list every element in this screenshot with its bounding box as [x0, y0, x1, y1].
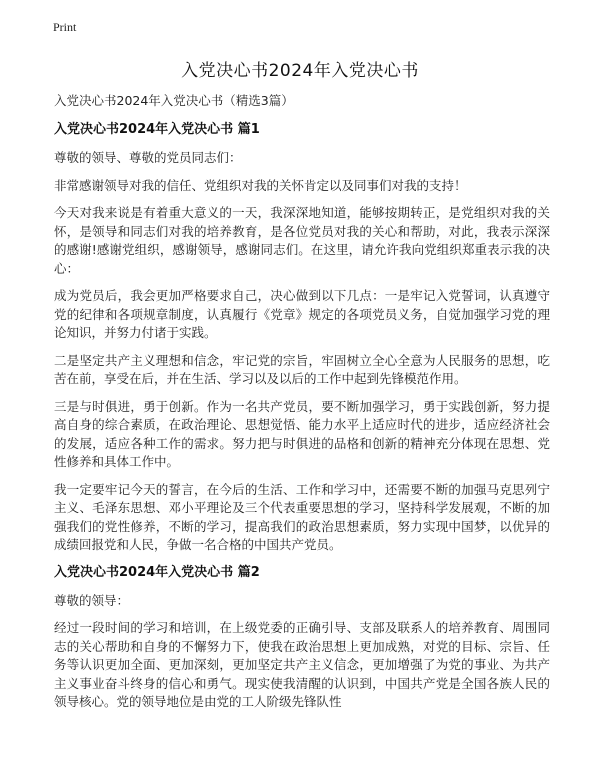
paragraph: 经过一段时间的学习和培训，在上级党委的正确引导、支部及联系人的培养教育、周围同志的关心帮助和自身的不懈努力下，使我在政治思想上更加成熟，对党的目标、宗旨、任务等认识更加全面、更加深刻，更加坚定共产主义信念，更加增强了为党的事业、为共产主义事业奋斗终身的信心和勇气。现实使我清醒的认识到，中国共产党是全国各族人民的领导核心。党的领导地位是由党的工人阶级先锋队性 — [54, 620, 550, 709]
section-heading: 入党决心书2024年入党决心书 篇2 — [54, 564, 260, 580]
paragraph: 非常感谢领导对我的信任、党组织对我的关怀肯定以及同事们对我的支持！ — [54, 177, 467, 193]
document-subtitle: 入党决心书2024年入党决心书（精选3篇） — [54, 93, 294, 108]
paragraph: 二是坚定共产主义理想和信念，牢记党的宗旨，牢固树立全心全意为人民服务的思想，吃苦在前，享受在后，并在生活、学习以及以后的工作中起到先锋模范作用。 — [54, 352, 550, 386]
print-label[interactable]: Print — [53, 20, 77, 34]
paragraph: 今天对我来说是有着重大意义的一天，我深深地知道，能够按期转正，是党组织对我的关怀，是领导和同志们对我的培养教育，是各位党员对我的关心和帮助，对此，我表示深深的感谢!感谢党组织，感谢领导，感谢同志们。在这里，请允许我向党组织郑重表示我的决心： — [54, 205, 550, 276]
paragraph: 我一定要牢记今天的誓言，在今后的生活、工作和学习中，还需要不断的加强马克思列宁主义、毛泽东思想、邓小平理论及三个代表重要思想的学习，坚持科学发展观，不断的加强我们的党性修养，不断的学习，提高我们的政治思想素质，努力实现中国梦，以优异的成绩回报党和人民，争做一名合格的中国共产党员。 — [54, 481, 550, 552]
paragraph: 成为党员后，我会更加严格要求自己，决心做到以下几点：一是牢记入党誓词，认真遵守党的纪律和各项规章制度，认真履行《党章》规定的各项党员义务，自觉加强学习党的理论知识，并努力付诸于实践。 — [54, 288, 550, 340]
paragraph: 三是与时俱进，勇于创新。作为一名共产党员，要不断加强学习，勇于实践创新，努力提高自身的综合素质，在政治理论、思想觉悟、能力水平上适应时代的进步，适应经济社会的发展，适应各种工作的需求。努力把与时俱进的品格和创新的精神充分体现在思想、党性修养和具体工作中。 — [54, 398, 550, 469]
paragraph: 尊敬的领导、尊敬的党员同志们： — [54, 150, 242, 165]
section-heading: 入党决心书2024年入党决心书 篇1 — [54, 122, 260, 137]
page-title: 入党决心书2024年入党决心书 — [181, 61, 419, 81]
document-body — [54, 92, 550, 721]
paragraph: 尊敬的领导： — [54, 592, 130, 608]
